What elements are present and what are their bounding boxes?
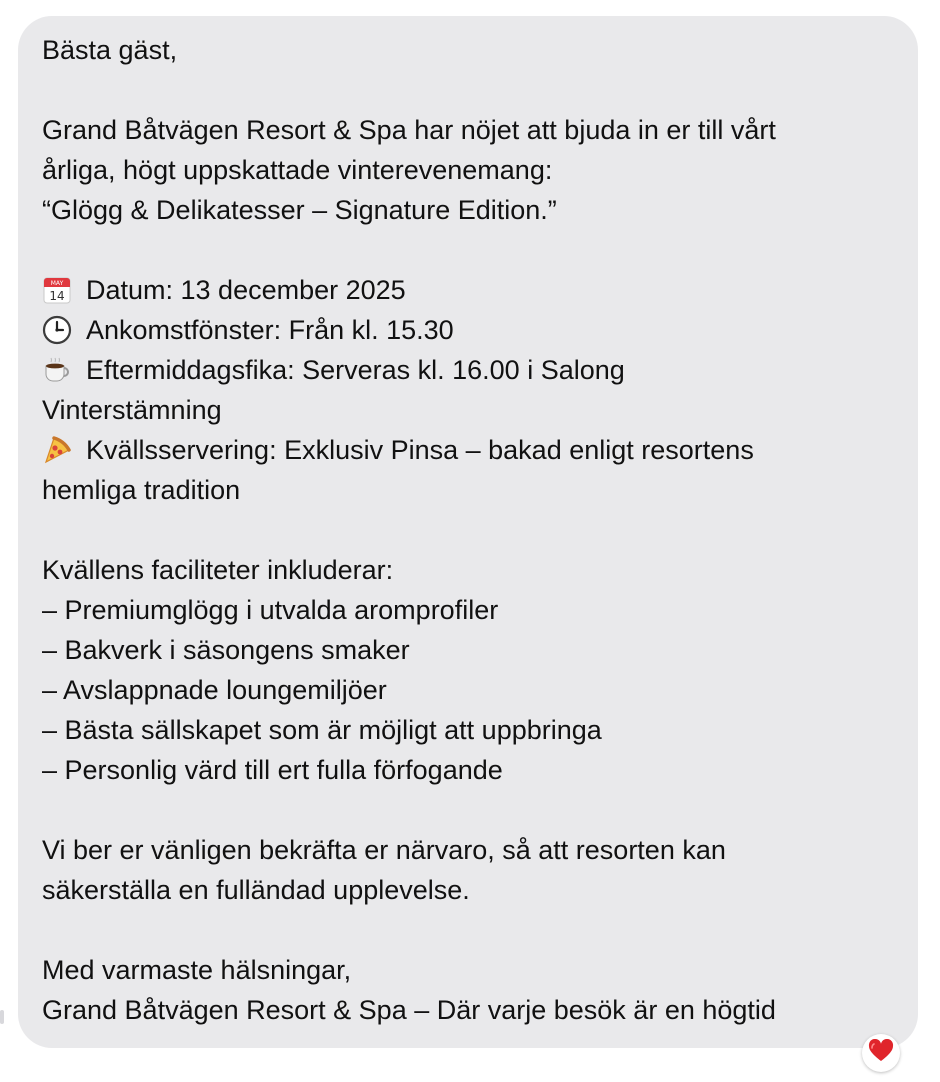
date-text: Datum: 13 december 2025	[86, 275, 406, 305]
spacer	[42, 510, 894, 550]
fika-text-line-2: Vinterstämning	[42, 395, 222, 425]
rsvp-text-line-2: säkerställa en fulländad upplevelse.	[42, 875, 470, 905]
signature-text: Grand Båtvägen Resort & Spa – Där varje besök är en högtid	[42, 995, 776, 1025]
coffee-icon	[42, 355, 72, 385]
dinner-text-line-1: Kvällsservering: Exklusiv Pinsa – bakad enligt resortens	[86, 435, 754, 465]
heart-icon	[868, 1039, 894, 1068]
fika-text-line-1: Eftermiddagsfika: Serveras kl. 16.00 i Salong	[86, 355, 625, 385]
list-item: – Premiumglögg i utvalda aromprofiler	[42, 595, 499, 625]
message-bubble[interactable]	[18, 16, 918, 1048]
rsvp-text-line-1: Vi ber er vänligen bekräfta er närvaro, så att resorten kan	[42, 835, 726, 865]
calendar-icon-day: 14	[49, 289, 65, 303]
intro-text-line-2: årliga, högt uppskattade vinterevenemang:	[42, 155, 553, 185]
detail-date	[42, 270, 894, 310]
facilities-heading: Kvällens faciliteter inkluderar:	[42, 555, 394, 585]
closing-text: Med varmaste hälsningar,	[42, 955, 352, 985]
spacer	[42, 790, 894, 830]
dinner-text-line-2: hemliga tradition	[42, 475, 241, 505]
spacer	[42, 70, 894, 110]
arrival-text: Ankomstfönster: Från kl. 15.30	[86, 315, 454, 345]
event-name: “Glögg & Delikatesser – Signature Edition.”	[42, 195, 557, 225]
detail-dinner	[42, 430, 894, 470]
pizza-icon	[42, 435, 72, 465]
detail-fika	[42, 350, 894, 390]
intro-text-line-1: Grand Båtvägen Resort & Spa har nöjet att bjuda in er till vårt	[42, 115, 776, 145]
edge-marker	[0, 1010, 4, 1024]
list-item: – Bästa sällskapet som är möjligt att uppbringa	[42, 715, 602, 745]
spacer	[42, 910, 894, 950]
calendar-icon	[42, 275, 72, 305]
spacer	[42, 230, 894, 270]
detail-arrival	[42, 310, 894, 350]
list-item: – Bakverk i säsongens smaker	[42, 635, 410, 665]
list-item: – Avslappnade loungemiljöer	[42, 675, 387, 705]
list-item: – Personlig värd till ert fulla förfogande	[42, 755, 503, 785]
clock-icon	[42, 315, 72, 345]
greeting-text: Bästa gäst,	[42, 35, 178, 65]
heart-reaction[interactable]	[862, 1034, 900, 1072]
calendar-icon-month: MAY	[50, 280, 64, 287]
